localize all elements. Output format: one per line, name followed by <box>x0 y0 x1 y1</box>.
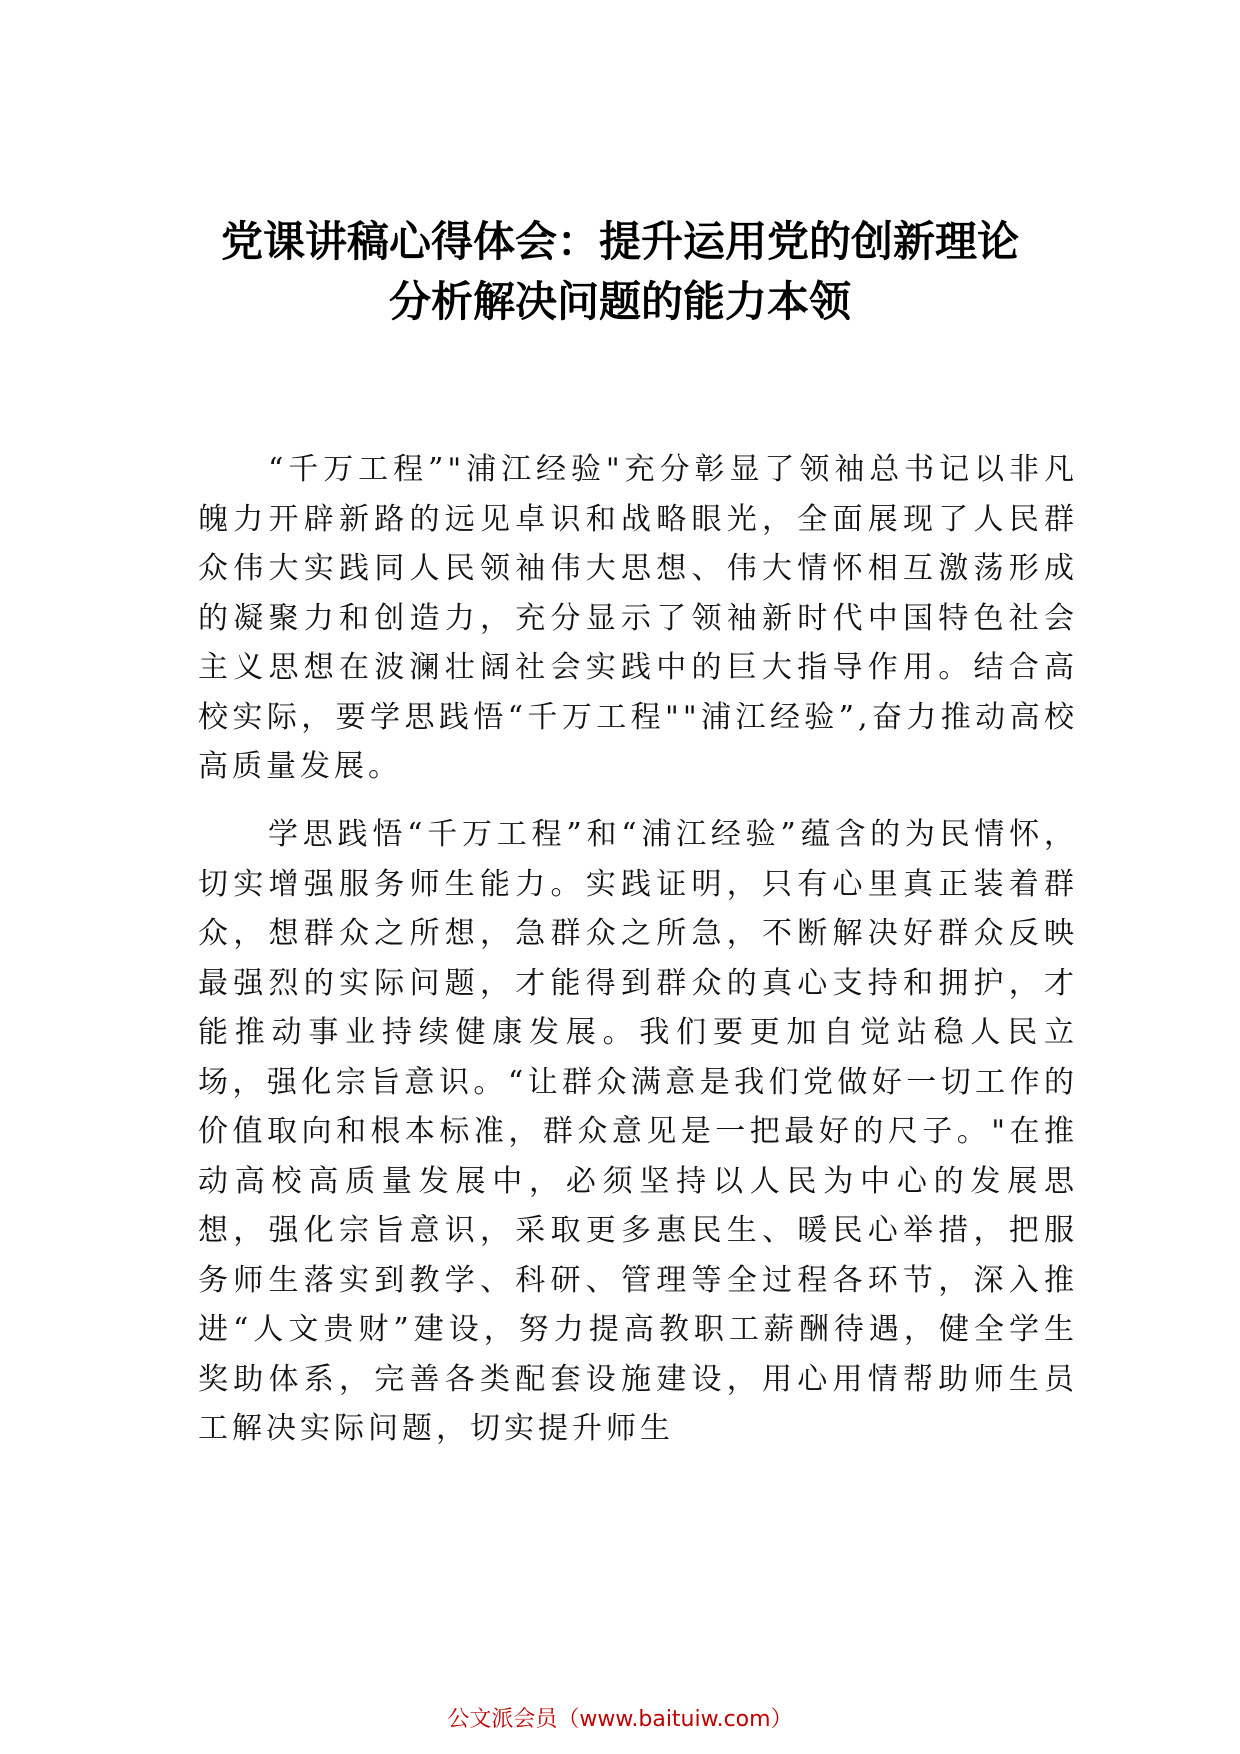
title-line-1: 党课讲稿心得体会：提升运用党的创新理论 <box>220 217 1019 266</box>
body-paragraph-1: “千万工程”"浦江经验"充分彰显了领袖总书记以非凡魄力开辟新路的远见卓识和战略眼光，全面展现了人民群众伟大实践同人民领袖伟大思想、伟大情怀相互激荡形成的凝聚力和创造力，充分显示了领袖新时代中国特色社会主义思想在波澜壮阔社会实践中的巨大指导作用。结合高校实际，要学思践悟“千万工程""浦江经验”,奋力推动高校高质量发展。 <box>198 452 1078 784</box>
title-line-2: 分析解决问题的能力本领 <box>388 277 851 326</box>
document-title <box>150 212 1090 332</box>
body-paragraph-2: 学思践悟“千万工程”和“浦江经验”蕴含的为民情怀，切实增强服务师生能力。实践证明，只有心里真正装着群众，想群众之所想，急群众之所急，不断解决好群众反映最强烈的实际问题，才能得到群众的真心支持和拥护，才能推动事业持续健康发展。我们要更加自觉站稳人民立场，强化宗旨意识。“让群众满意是我们党做好一切工作的价值取向和根本标准，群众意见是一把最好的尺子。"在推动高校高质量发展中，必须坚持以人民为中心的发展思想，强化宗旨意识，采取更多惠民生、暖民心举措，把服务师生落实到教学、科研、管理等全过程各环节，深入推进“人文贵财”建设，努力提高教职工薪酬待遇，健全学生奖助体系，完善各类配套设施建设，用心用情帮助师生员工解决实际问题，切实提升师生 <box>198 817 1078 1446</box>
footer-watermark-link[interactable]: 公文派会员（www.baituiw.com） <box>447 1707 793 1732</box>
